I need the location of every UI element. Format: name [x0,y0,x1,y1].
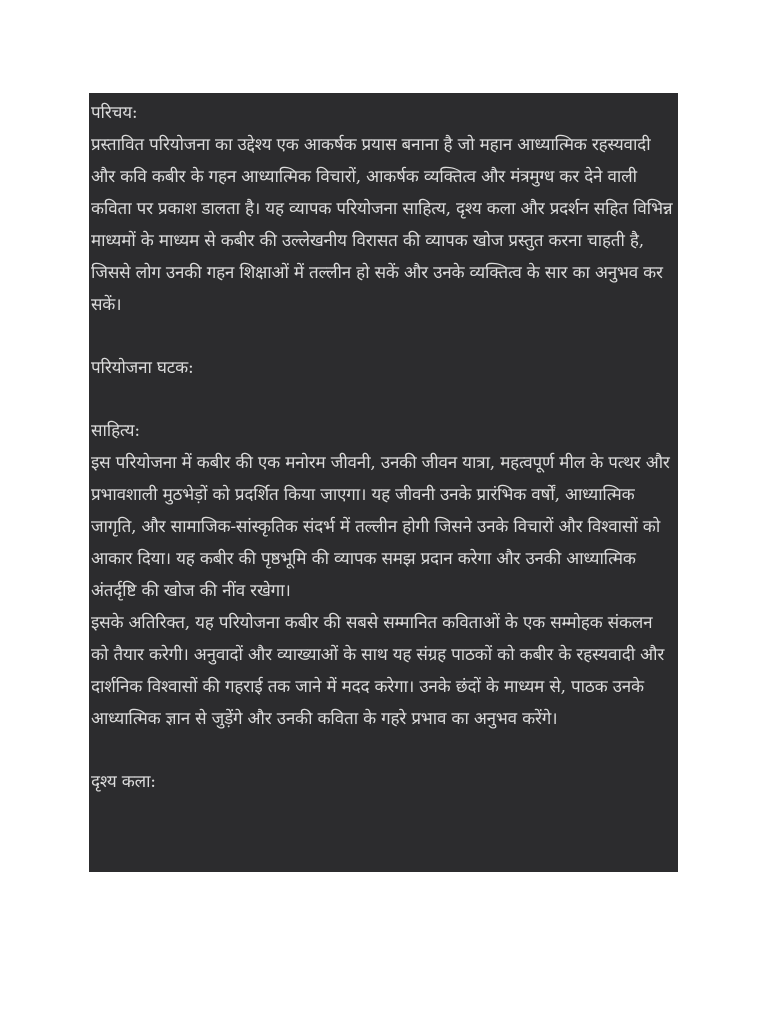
paragraph-gap [91,321,674,352]
literature-paragraph-2: इसके अतिरिक्त, यह परियोजना कबीर की सबसे सम्मानित कविताओं के एक सम्मोहक संकलन को तैयार करेगी। अनुवादों और व्याख्याओं के साथ यह संग्रह पाठकों को कबीर के रहस्यवादी और दार्शनिक विश्वासों की गहराई तक जाने में मदद करेगा। उनके छंदों के माध्यम से, पाठक उनके आध्यात्मिक ज्ञान से जुड़ेंगे और उनकी कविता के गहरे प्रभाव का अनुभव करेंगे। [91,613,665,729]
intro-paragraph: प्रस्तावित परियोजना का उद्देश्य एक आकर्षक प्रयास बनाना है जो महान आध्यात्मिक रहस्यवादी और कवि कबीर के गहन आध्यात्मिक विचारों, आकर्षक व्यक्तित्व और मंत्रमुग्ध कर देने वाली कविता पर प्रकाश डालता है। यह व्यापक परियोजना साहित्य, दृश्य कला और प्रदर्शन सहित विभिन्न माध्यमों के माध्यम से कबीर की उल्लेखनीय विरासत की व्यापक खोज प्रस्तुत करना चाहती है, जिससे लोग उनकी गहन शिक्षाओं में तल्लीन हो सकें और उनके व्यक्तित्व के सार का अनुभव कर सकें। [91,135,673,315]
components-heading: परियोजना घटक: [91,358,194,378]
intro-heading: परिचय: [91,103,138,123]
paragraph-gap [91,384,674,415]
literature-paragraph-1: इस परियोजना में कबीर की एक मनोरम जीवनी, उनकी जीवन यात्रा, महत्वपूर्ण मील के पत्थर और प्रभावशाली मुठभेड़ों को प्रदर्शित किया जाएगा। यह जीवनी उनके प्रारंभिक वर्षों, आध्यात्मिक जागृति, और सामाजिक-सांस्कृतिक संदर्भ में तल्लीन होगी जिसने उनके विचारों और विश्वासों को आकार दिया। यह कबीर की पृष्ठभूमि की व्यापक समझ प्रदान करेगा और उनकी आध्यात्मिक अंतर्दृष्टि की खोज की नींव रखेगा। [91,453,670,601]
paragraph-gap [91,735,674,766]
visual-arts-heading: दृश्य कला: [91,772,156,792]
document-page [89,93,678,872]
literature-heading: साहित्य: [91,421,140,441]
